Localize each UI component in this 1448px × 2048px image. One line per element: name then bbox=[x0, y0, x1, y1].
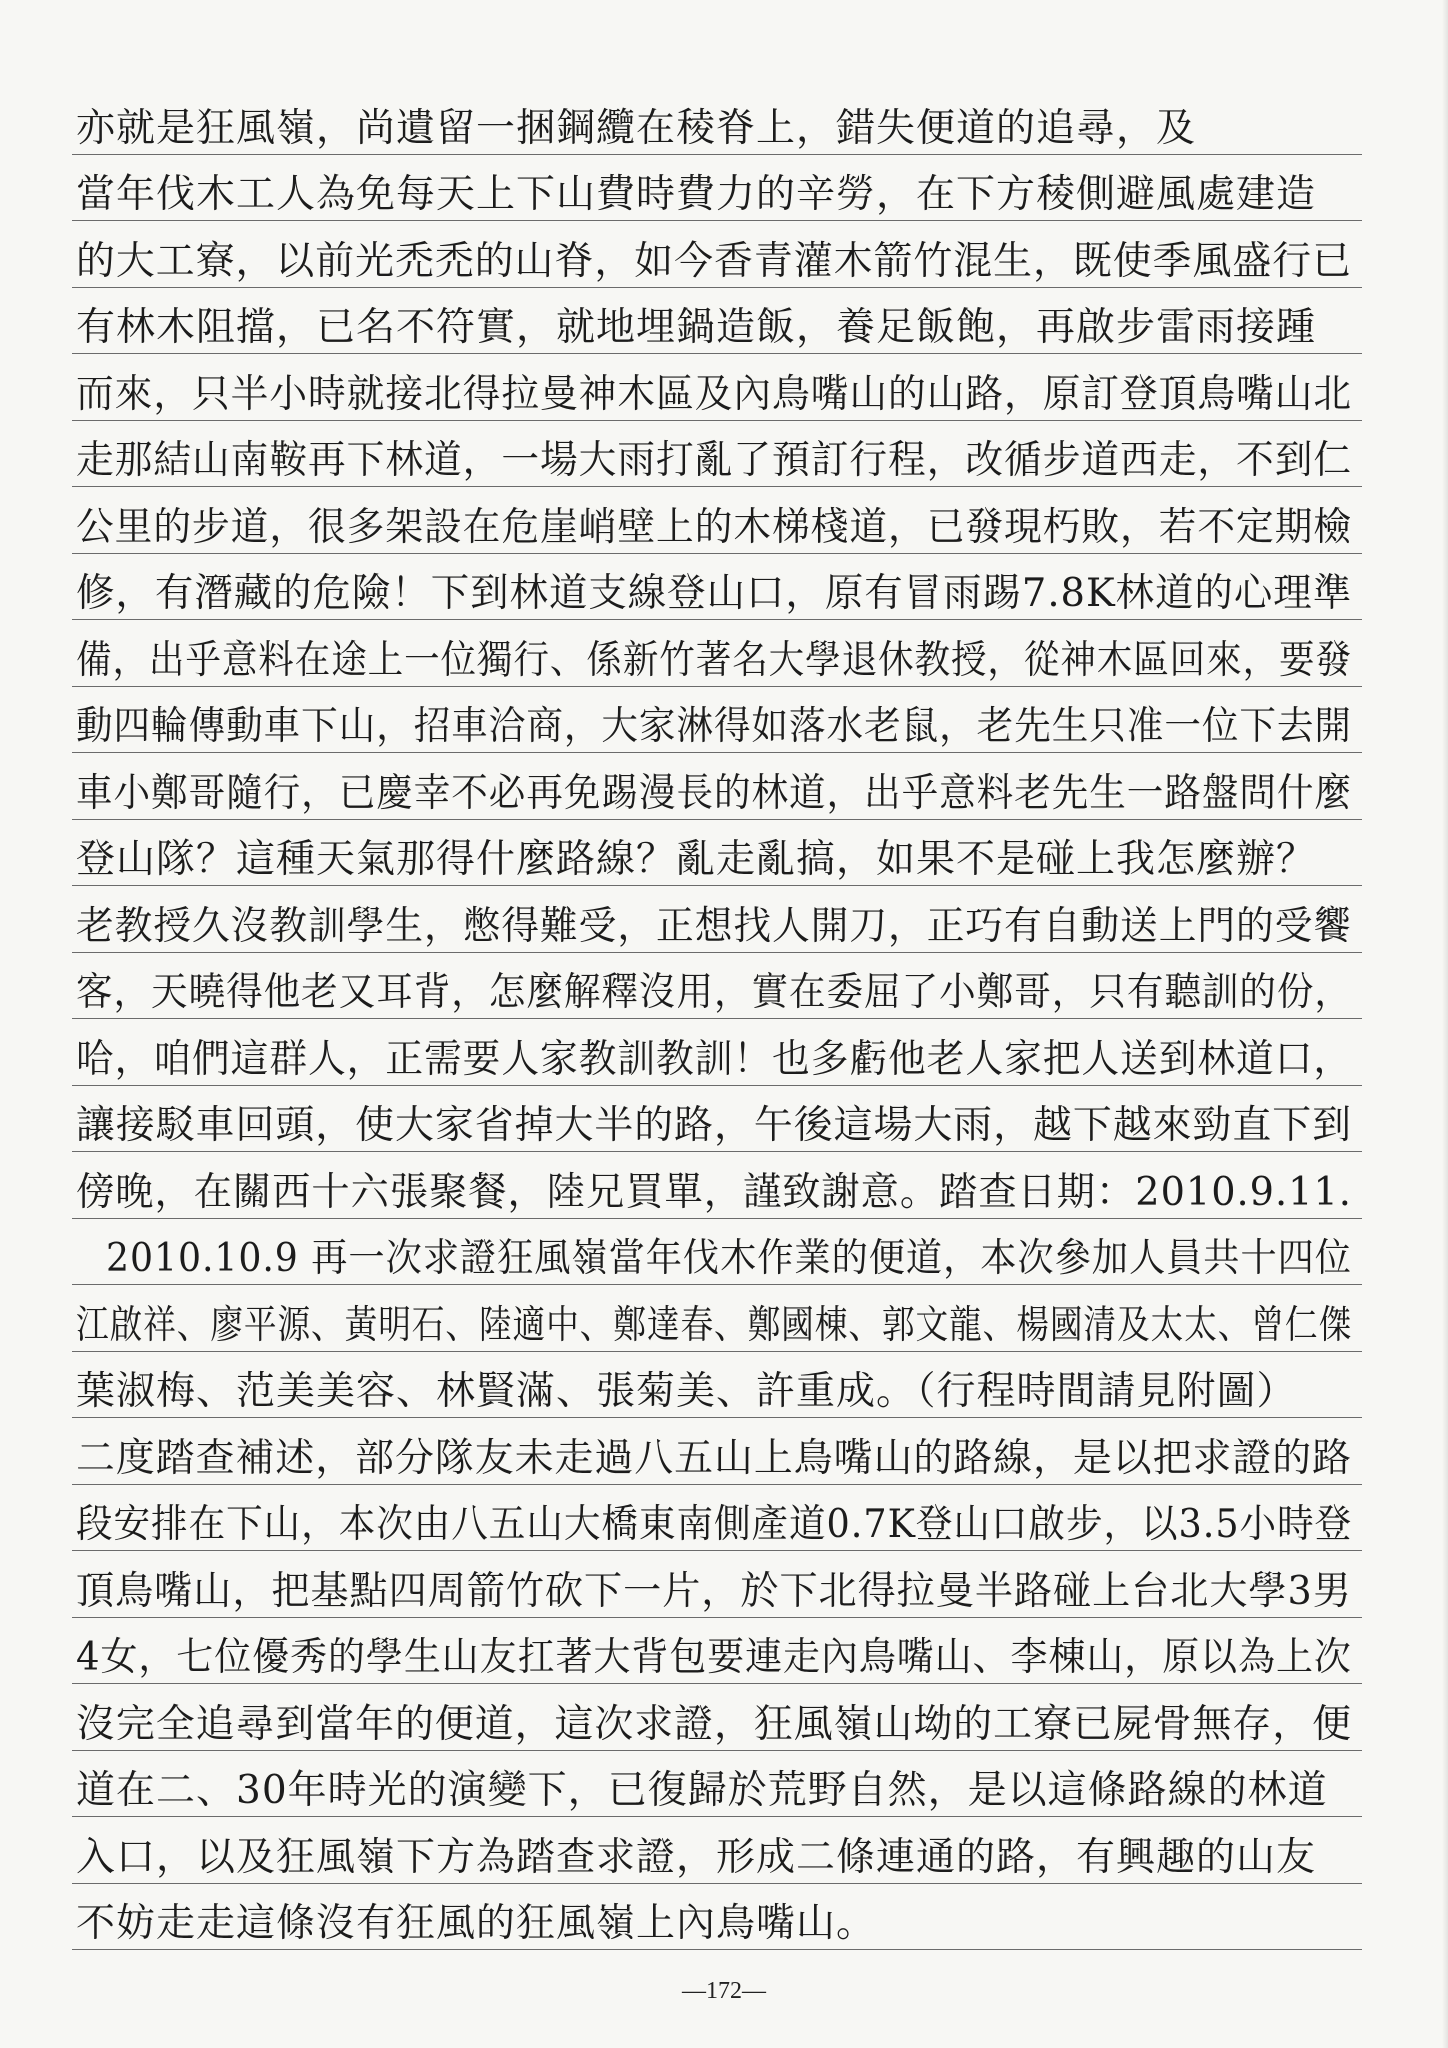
line-text: 哈，咱們這群人，正需要人家教訓教訓！也多虧他老人家把人送到林道口， bbox=[76, 1036, 1353, 1082]
line-text: 備，出乎意料在途上一位獨行、係新竹著名大學退休教授，從神木區回來，要發 bbox=[76, 637, 1352, 683]
line-text: 客，天曉得他老又耳背，怎麼解釋沒用，實在委屈了小鄭哥，只有聽訓的份， bbox=[76, 970, 1352, 1015]
line-text: 入口，以及狂風嶺下方為踏查求證，形成二條連通的路，有興趣的山友 bbox=[76, 1834, 1317, 1880]
text-line bbox=[72, 1551, 1362, 1618]
line-text: 亦就是狂風嶺，尚遺留一捆鋼纜在稜脊上，錯失便道的追尋，及 bbox=[76, 105, 1197, 151]
text-line bbox=[72, 1019, 1362, 1086]
line-text: 登山隊？這種天氣那得什麼路線？亂走亂搞，如果不是碰上我怎麼辦？ bbox=[76, 837, 1317, 882]
line-text: 讓接駁車回頭，使大家省掉大半的路，午後這場大雨，越下越來勁直下到 bbox=[76, 1103, 1353, 1148]
text-line bbox=[72, 421, 1362, 488]
line-text: 二度踏查補述，部分隊友未走過八五山上鳥嘴山的路線，是以把求證的路 bbox=[76, 1435, 1353, 1481]
text-line bbox=[72, 354, 1362, 421]
text-line bbox=[72, 1152, 1362, 1219]
text-line bbox=[72, 1751, 1362, 1818]
text-line bbox=[72, 88, 1362, 155]
text-line bbox=[72, 1352, 1362, 1419]
text-line bbox=[72, 1618, 1362, 1685]
text-line bbox=[72, 953, 1362, 1020]
line-text: 江啟祥、廖平源、黃明石、陸適中、鄭達春、鄭國棟、郭文龍、楊國清及太太、曾仁傑 bbox=[76, 1302, 1353, 1348]
line-text: 修，有潛藏的危險！下到林道支線登山口，原有冒雨踢7.8K林道的心理準 bbox=[76, 571, 1353, 616]
line-text: 不妨走走這條沒有狂風的狂風嶺上內鳥嘴山。 bbox=[76, 1901, 877, 1946]
line-text: 有林木阻擋，已名不符實，就地埋鍋造飯，養足飯飽，再啟步雷雨接踵 bbox=[76, 305, 1317, 350]
text-line bbox=[72, 1086, 1362, 1153]
text-line bbox=[72, 554, 1362, 621]
line-text: 4女，七位優秀的學生山友扛著大背包要連走內鳥嘴山、李棟山，原以為上次 bbox=[76, 1635, 1352, 1680]
text-line bbox=[72, 753, 1362, 820]
text-line bbox=[72, 620, 1362, 687]
line-text: 段安排在下山，本次由八五山大橋東南側產道0.7K登山口啟步，以3.5小時登 bbox=[76, 1502, 1353, 1547]
text-line bbox=[72, 1285, 1362, 1352]
line-text: 老教授久沒教訓學生，憋得難受，正想找人開刀，正巧有自動送上門的受饗 bbox=[76, 903, 1353, 949]
text-line bbox=[72, 1817, 1362, 1884]
text-line bbox=[72, 288, 1362, 355]
text-line bbox=[72, 1418, 1362, 1485]
line-text: 葉淑梅、范美美容、林賢滿、張菊美、許重成。（行程時間請見附圖） bbox=[76, 1369, 1297, 1414]
text-line bbox=[72, 1884, 1362, 1951]
text-line bbox=[72, 221, 1362, 288]
text-line bbox=[72, 1485, 1362, 1552]
line-text: 沒完全追尋到當年的便道，這次求證，狂風嶺山坳的工寮已屍骨無存，便 bbox=[76, 1701, 1353, 1747]
text-line bbox=[72, 1684, 1362, 1751]
text-line bbox=[72, 487, 1362, 554]
line-text: 而來，只半小時就接北得拉曼神木區及內鳥嘴山的山路，原訂登頂鳥嘴山北 bbox=[76, 371, 1353, 417]
text-line bbox=[72, 687, 1362, 754]
scan-edge bbox=[1442, 0, 1448, 2048]
line-text: 的大工寮，以前光禿禿的山脊，如今香青灌木箭竹混生，既使季風盛行已 bbox=[76, 238, 1353, 284]
text-line bbox=[72, 1219, 1362, 1286]
handwritten-text-block bbox=[72, 88, 1362, 1950]
line-text: 頂鳥嘴山，把基點四周箭竹砍下一片，於下北得拉曼半路碰上台北大學3男 bbox=[76, 1568, 1352, 1614]
line-text: 2010.10.9 再一次求證狂風嶺當年伐木作業的便道，本次參加人員共十四位 bbox=[106, 1236, 1352, 1281]
line-text: 道在二、30年時光的演變下，已復歸於荒野自然，是以這條路線的林道 bbox=[76, 1768, 1328, 1813]
text-line bbox=[72, 886, 1362, 953]
line-text: 走那結山南鞍再下林道，一場大雨打亂了預訂行程，改循步道西走，不到仁 bbox=[76, 438, 1353, 483]
line-text: 傍晚，在關西十六張聚餐，陸兄買單，謹致謝意。踏查日期：2010.9.11. bbox=[76, 1169, 1352, 1215]
page-number: —172— bbox=[682, 1978, 766, 2004]
line-text: 當年伐木工人為免每天上下山費時費力的辛勞，在下方稜側避風處建造 bbox=[76, 172, 1317, 217]
text-line bbox=[72, 155, 1362, 222]
line-text: 車小鄭哥隨行，已慶幸不必再免踢漫長的林道，出乎意料老先生一路盤問什麼 bbox=[76, 770, 1352, 816]
line-text: 公里的步道，很多架設在危崖峭壁上的木梯棧道，已發現朽敗，若不定期檢 bbox=[76, 504, 1353, 550]
text-line bbox=[72, 820, 1362, 887]
line-text: 動四輪傳動車下山，招車洽商，大家淋得如落水老鼠，老先生只准一位下去開 bbox=[76, 704, 1352, 749]
